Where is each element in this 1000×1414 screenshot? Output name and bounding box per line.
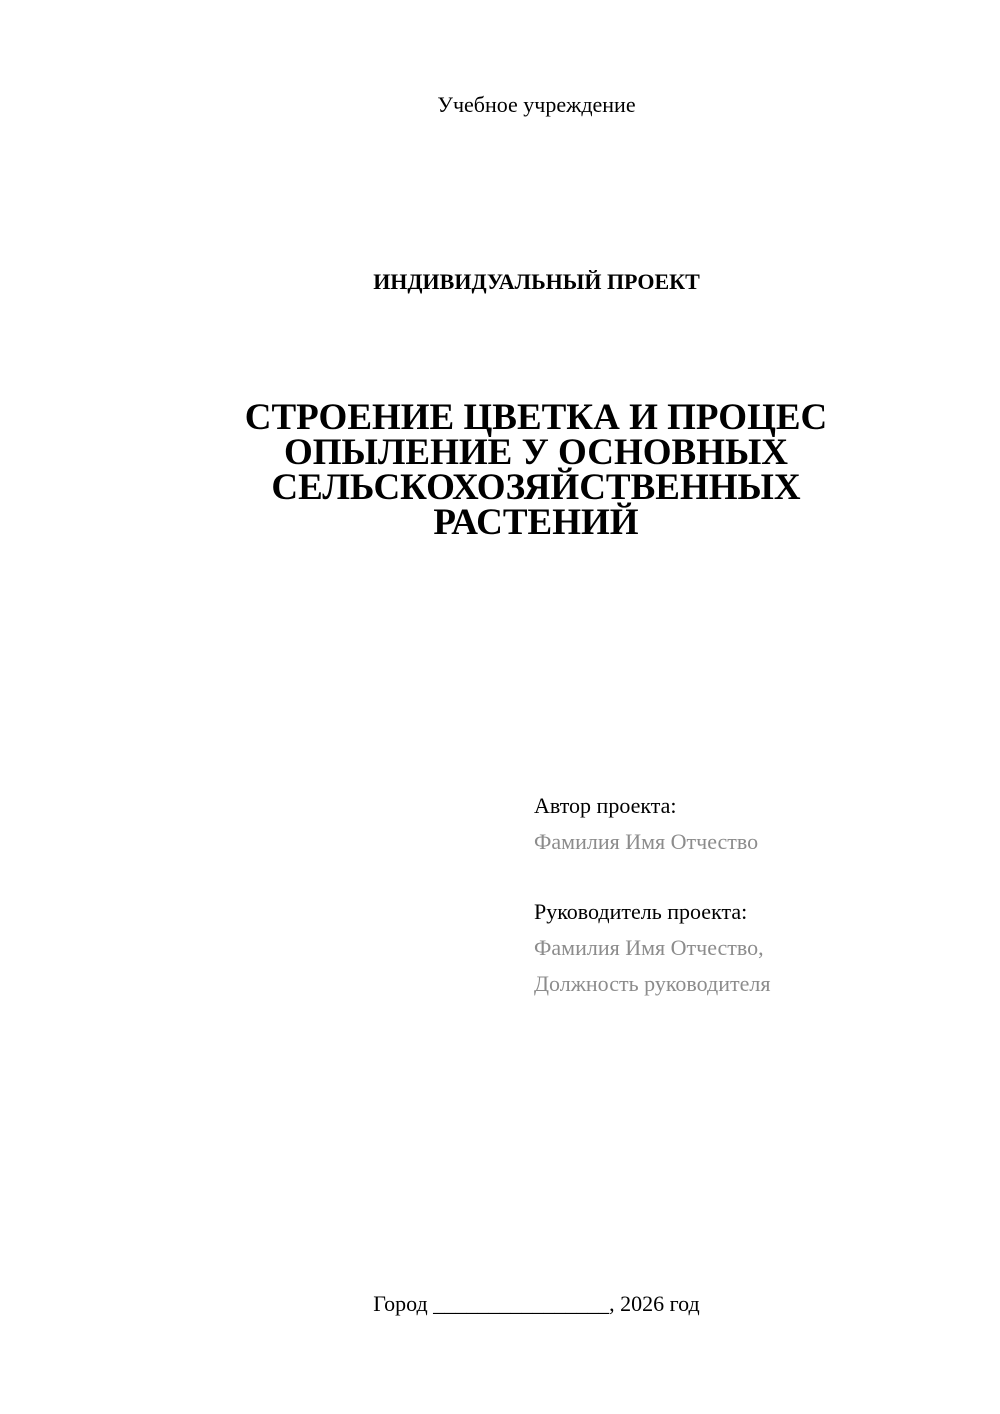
- author-label: Автор проекта:: [534, 793, 677, 818]
- project-title-line-4: РАСТЕНИЙ: [433, 502, 639, 543]
- project-title-line-3: СЕЛЬСКОХОЗЯЙСТВЕННЫХ: [271, 467, 801, 508]
- project-title-line-1: СТРОЕНИЕ ЦВЕТКА И ПРОЦЕС: [244, 397, 828, 438]
- project-title: [200, 397, 872, 543]
- credits-block: [534, 788, 974, 1002]
- project-type-heading: ИНДИВИДУАЛЬНЫЙ ПРОЕКТ: [373, 269, 700, 294]
- supervisor-name-placeholder: Фамилия Имя Отчество,: [534, 935, 764, 960]
- institution-name: Учебное учреждение: [437, 92, 636, 117]
- credits-spacer: [534, 860, 974, 894]
- supervisor-label: Руководитель проекта:: [534, 899, 748, 924]
- supervisor-position-placeholder: Должность руководителя: [534, 971, 771, 996]
- city-year-line: Город ________________, 2026 год: [373, 1291, 700, 1316]
- project-title-line-2: ОПЫЛЕНИЕ У ОСНОВНЫХ: [283, 432, 789, 473]
- author-name-placeholder: Фамилия Имя Отчество: [534, 829, 759, 854]
